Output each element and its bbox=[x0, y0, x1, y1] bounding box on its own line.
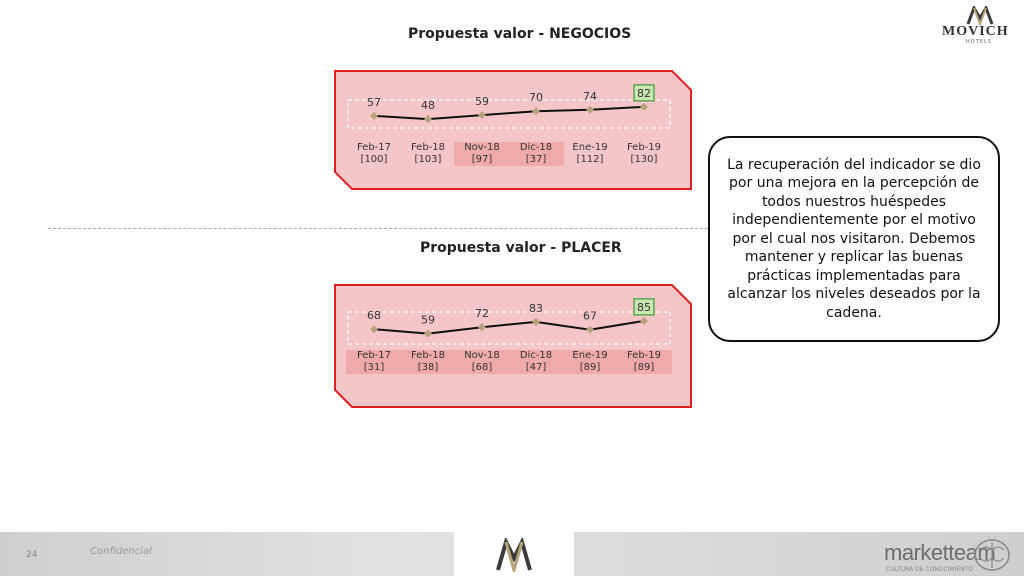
footer-bar bbox=[0, 532, 1024, 576]
sample-size-label: [97] bbox=[471, 154, 493, 165]
sample-size-label: [112] bbox=[576, 154, 604, 165]
x-tick-label bbox=[454, 142, 510, 166]
page-number: 24 bbox=[26, 550, 38, 560]
data-label: 59 bbox=[421, 313, 435, 327]
marketteam-tagline: CULTURA DE CONOCIMIENTO bbox=[886, 566, 974, 573]
data-label: 82 bbox=[637, 86, 651, 100]
data-label: 72 bbox=[475, 307, 489, 321]
movich-subtitle: HOTELS bbox=[966, 39, 992, 45]
movich-footer-mark-icon bbox=[494, 538, 534, 572]
data-label: 70 bbox=[529, 91, 543, 105]
category-label: Nov-18 bbox=[464, 142, 500, 153]
category-label: Ene-19 bbox=[572, 350, 608, 361]
sample-size-label: [31] bbox=[363, 362, 385, 373]
chart-svg-0 bbox=[332, 68, 694, 192]
x-tick-label bbox=[562, 142, 618, 166]
sample-size-label: [68] bbox=[471, 362, 493, 373]
footer-logo-area bbox=[454, 532, 574, 576]
x-tick-label bbox=[616, 350, 672, 374]
data-label: 57 bbox=[367, 95, 381, 109]
brain-icon bbox=[972, 536, 1012, 574]
data-label: 74 bbox=[583, 89, 597, 103]
confidential-label: Confidencial bbox=[90, 546, 152, 557]
sample-size-label: [89] bbox=[633, 362, 655, 373]
chart-title-negocios: Propuesta valor - NEGOCIOS bbox=[408, 26, 632, 42]
category-label: Dic-18 bbox=[519, 142, 553, 153]
section-divider bbox=[48, 228, 708, 229]
x-tick-label bbox=[562, 350, 618, 374]
category-label: Feb-17 bbox=[356, 142, 392, 153]
sample-size-label: [38] bbox=[417, 362, 439, 373]
x-tick-label bbox=[454, 350, 510, 374]
movich-mark-icon bbox=[966, 6, 994, 26]
insight-callout: La recuperación del indicador se dio por una mejora en la percepción de todos nuestros huéspedes independientemente por el motivo por el cual nos visitaron. Debemos mantener y replicar las buenas prácticas implementadas para alcanzar los niveles deseados por la cadena. bbox=[708, 136, 1000, 342]
sample-size-label: [103] bbox=[414, 154, 442, 165]
chart-panel-placer bbox=[332, 282, 694, 410]
chart-title-placer: Propuesta valor - PLACER bbox=[420, 240, 622, 256]
x-tick-label bbox=[400, 350, 456, 374]
x-tick-label bbox=[616, 142, 672, 166]
marketteam-wordmark: marketteam bbox=[884, 540, 996, 565]
chart-panel-negocios bbox=[332, 68, 694, 192]
chart-svg-1 bbox=[332, 282, 694, 410]
category-label: Feb-18 bbox=[410, 142, 446, 153]
category-label: Feb-17 bbox=[356, 350, 392, 361]
sample-size-label: [130] bbox=[630, 154, 658, 165]
data-label: 59 bbox=[475, 95, 489, 109]
data-label: 48 bbox=[421, 99, 435, 113]
category-label: Nov-18 bbox=[464, 350, 500, 361]
category-label: Dic-18 bbox=[519, 350, 553, 361]
x-tick-label bbox=[508, 142, 564, 166]
category-label: Feb-19 bbox=[626, 142, 662, 153]
data-label: 83 bbox=[529, 301, 543, 315]
data-label: 68 bbox=[367, 309, 381, 323]
category-label: Feb-19 bbox=[626, 350, 662, 361]
movich-wordmark: MOVICH bbox=[942, 24, 1009, 39]
data-label: 85 bbox=[637, 300, 651, 314]
sample-size-label: [47] bbox=[525, 362, 547, 373]
x-tick-label bbox=[400, 142, 456, 166]
sample-size-label: [37] bbox=[525, 154, 547, 165]
sample-size-label: [100] bbox=[360, 154, 388, 165]
x-tick-label bbox=[508, 350, 564, 374]
data-label: 67 bbox=[583, 309, 597, 323]
category-label: Ene-19 bbox=[572, 142, 608, 153]
x-tick-label bbox=[346, 350, 402, 374]
category-label: Feb-18 bbox=[410, 350, 446, 361]
sample-size-label: [89] bbox=[579, 362, 601, 373]
x-tick-label bbox=[346, 142, 402, 166]
